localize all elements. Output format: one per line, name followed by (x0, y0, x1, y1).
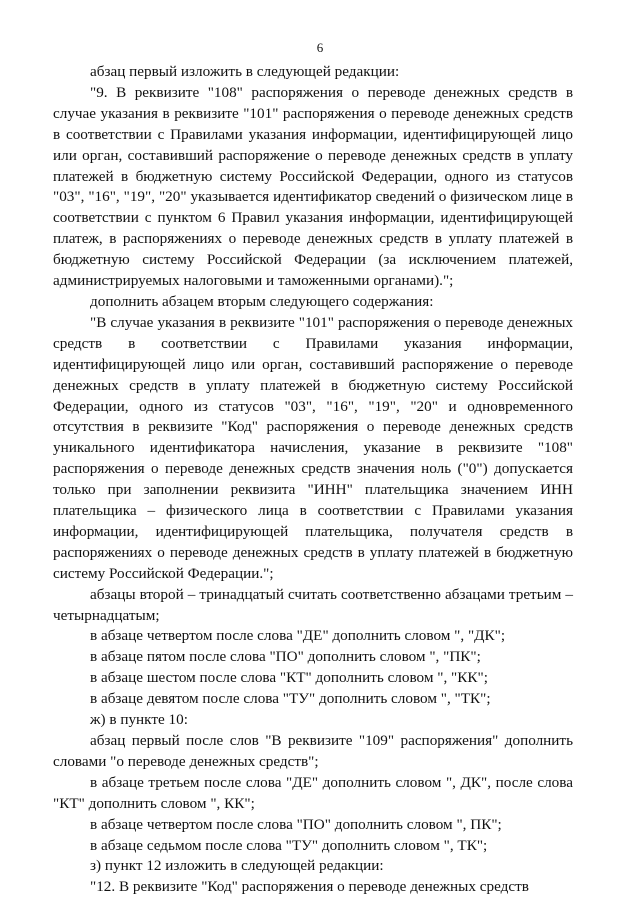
paragraph: в абзаце седьмом после слова "ТУ" дополнить словом ", ТК"; (90, 836, 488, 854)
paragraph: в абзаце шестом после слова "КТ" дополнить словом ", "КК"; (90, 669, 488, 687)
paragraph: в абзаце четвертом после слова "ДЕ" дополнить словом ", "ДК"; (90, 627, 506, 645)
paragraph: ж) в пункте 10: (90, 711, 188, 729)
paragraph: "12. В реквизите "Код" распоряжения о переводе денежных средств (90, 878, 529, 896)
paragraph: з) пункт 12 изложить в следующей редакции: (90, 857, 384, 875)
document-body (53, 62, 573, 898)
paragraph: абзац первый изложить в следующей редакции: (90, 63, 400, 80)
paragraph: абзац первый после слов "В реквизите "109" распоряжения" дополнить словами "о переводе денежных средств"; (53, 732, 573, 770)
paragraph: абзацы второй – тринадцатый считать соответственно абзацами третьим – четырнадцатым; (53, 585, 573, 624)
paragraph: "9. В реквизите "108" распоряжения о переводе денежных средств в случае указания в реквизите "101" распоряжения о переводе денежных средств в соответствии с Правилами указания информации, идентифицирующей лицо или орган, составивший распоряжение о переводе денежных средств в уплату платежей в бюджетную систему Российской Федерации, одного из статусов "03", "16", "19", "20" указывается идентификатор сведений о физическом лице в соответствии с пунктом 6 Правил указания информации, идентифицирующей платеж, в распоряжениях о переводе денежных средств в уплату платежей в бюджетную систему Российской Федерации (за исключением платежей, администрируемых налоговыми и таможенными органами)."; (53, 83, 573, 290)
page-number: 6 (316, 40, 324, 55)
paragraph: в абзаце четвертом после слова "ПО" дополнить словом ", ПК"; (90, 815, 502, 833)
paragraph: в абзаце пятом после слова "ПО" дополнить словом ", "ПК"; (90, 648, 481, 666)
paragraph: дополнить абзацем вторым следующего содержания: (90, 292, 434, 310)
paragraph: в абзаце девятом после слова "ТУ" дополнить словом ", "ТК"; (90, 690, 491, 708)
paragraph: в абзаце третьем после слова "ДЕ" дополнить словом ", ДК", после слова "КТ" дополнить словом ", КК"; (53, 773, 573, 812)
paragraph: "В случае указания в реквизите "101" распоряжения о переводе денежных средств в соответствии с Правилами указания информации, идентифицирующей лицо или орган, составивший распоряжение о переводе денежных средств в уплату платежей в бюджетную систему Российской Федерации, одного из статусов "03", "16", "19", "20" и одновременного отсутствия в реквизите "Код" распоряжения о переводе денежных средств уникального идентификатора начисления, указание в реквизите "108" распоряжения о переводе денежных средств значения ноль ("0") допускается только при заполнении реквизита "ИНН" плательщика значением ИНН плательщика – физического лица в соответствии с Правилами указания информации, идентифицирующей плательщика, получателя средств в распоряжениях о переводе денежных средств в уплату платежей в бюджетную систему Российской Федерации."; (53, 313, 573, 582)
